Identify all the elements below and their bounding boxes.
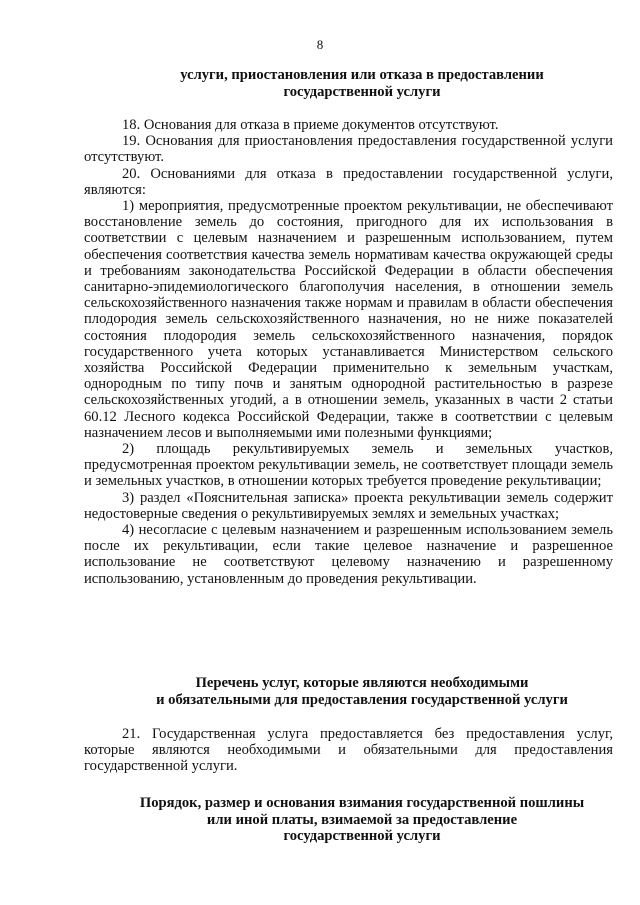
paragraph-20: 20. Основаниями для отказа в предоставлении государственной услуги, являются:	[84, 165, 613, 198]
heading-line: Перечень услуг, которые являются необходимыми	[195, 675, 529, 691]
refusal-grounds-body	[84, 117, 613, 587]
paragraph-21: 21. Государственная услуга предоставляется без предоставления услуг, которые являются необходимыми и обязательными для предоставления государственной услуги.	[84, 726, 613, 775]
heading-line: государственной услуги	[283, 83, 441, 100]
list-item-4: 4) несогласие с целевым назначением и разрешенным использованием земель после их рекультивации, если такие целевое назначение и разрешенное использование не соответствуют целевому назначению и разрешенному использованию, установленным до проведения рекультивации.	[84, 522, 613, 587]
heading-line: услуги, приостановления или отказа в предоставлении	[180, 67, 544, 83]
section-heading-required-services	[84, 675, 640, 708]
list-item-2: 2) площадь рекультивируемых земель и земельных участков, предусмотренная проектом рекультивации земель, не соответствует площади земель и земельных участков, в отношении которых требуется проведение рекультивации;	[84, 441, 613, 490]
section-heading-state-fee	[84, 795, 640, 845]
heading-line: и обязательными для предоставления государственной услуги	[156, 691, 568, 708]
heading-line: государственной услуги	[283, 828, 441, 845]
list-item-1: 1) мероприятия, предусмотренные проектом рекультивации, не обеспечивают восстановление земель до состояния, пригодного для их использования в соответствии с целевым назначением и разрешенным использованием, путем обеспечения соответствия качества земель нормативам качества окружающей среды и требованиям законодательства Российской Федерации в области обеспечения санитарно-эпидемиологического благополучия населения, в отношении земель сельскохозяйственного назначения также нормам и правилам в области обеспечения плодородия земель сельскохозяйственного назначения, но не ниже показателей состояния плодородия земель сельскохозяйственного назначения, порядок государственного учета которых устанавливается Министерством сельского хозяйства Российской Федерации применительно к земельным участкам, однородным по типу почв и занятым однородной растительностью в разрезе сельскохозяйственных угодий, а в отношении земель, указанных в части 2 статьи 60.12 Лесного кодекса Российской Федерации, также в соответствии с целевым назначением лесов и выполняемыми ими полезными функциями;	[84, 198, 613, 441]
paragraph-18: 18. Основания для отказа в приеме документов отсутствуют.	[122, 117, 499, 133]
heading-line: или иной платы, взимаемой за предоставление	[206, 811, 518, 828]
list-item-3: 3) раздел «Пояснительная записка» проекта рекультивации земель содержит недостоверные сведения о рекультивируемых землях и земельных участках;	[84, 489, 613, 522]
section-heading-refusal-grounds	[84, 67, 640, 100]
heading-line: Порядок, размер и основания взимания государственной пошлины	[139, 795, 585, 811]
required-services-body	[84, 726, 613, 775]
page-number: 8	[316, 37, 324, 52]
paragraph-19: 19. Основания для приостановления предоставления государственной услуги отсутствуют.	[84, 133, 613, 166]
